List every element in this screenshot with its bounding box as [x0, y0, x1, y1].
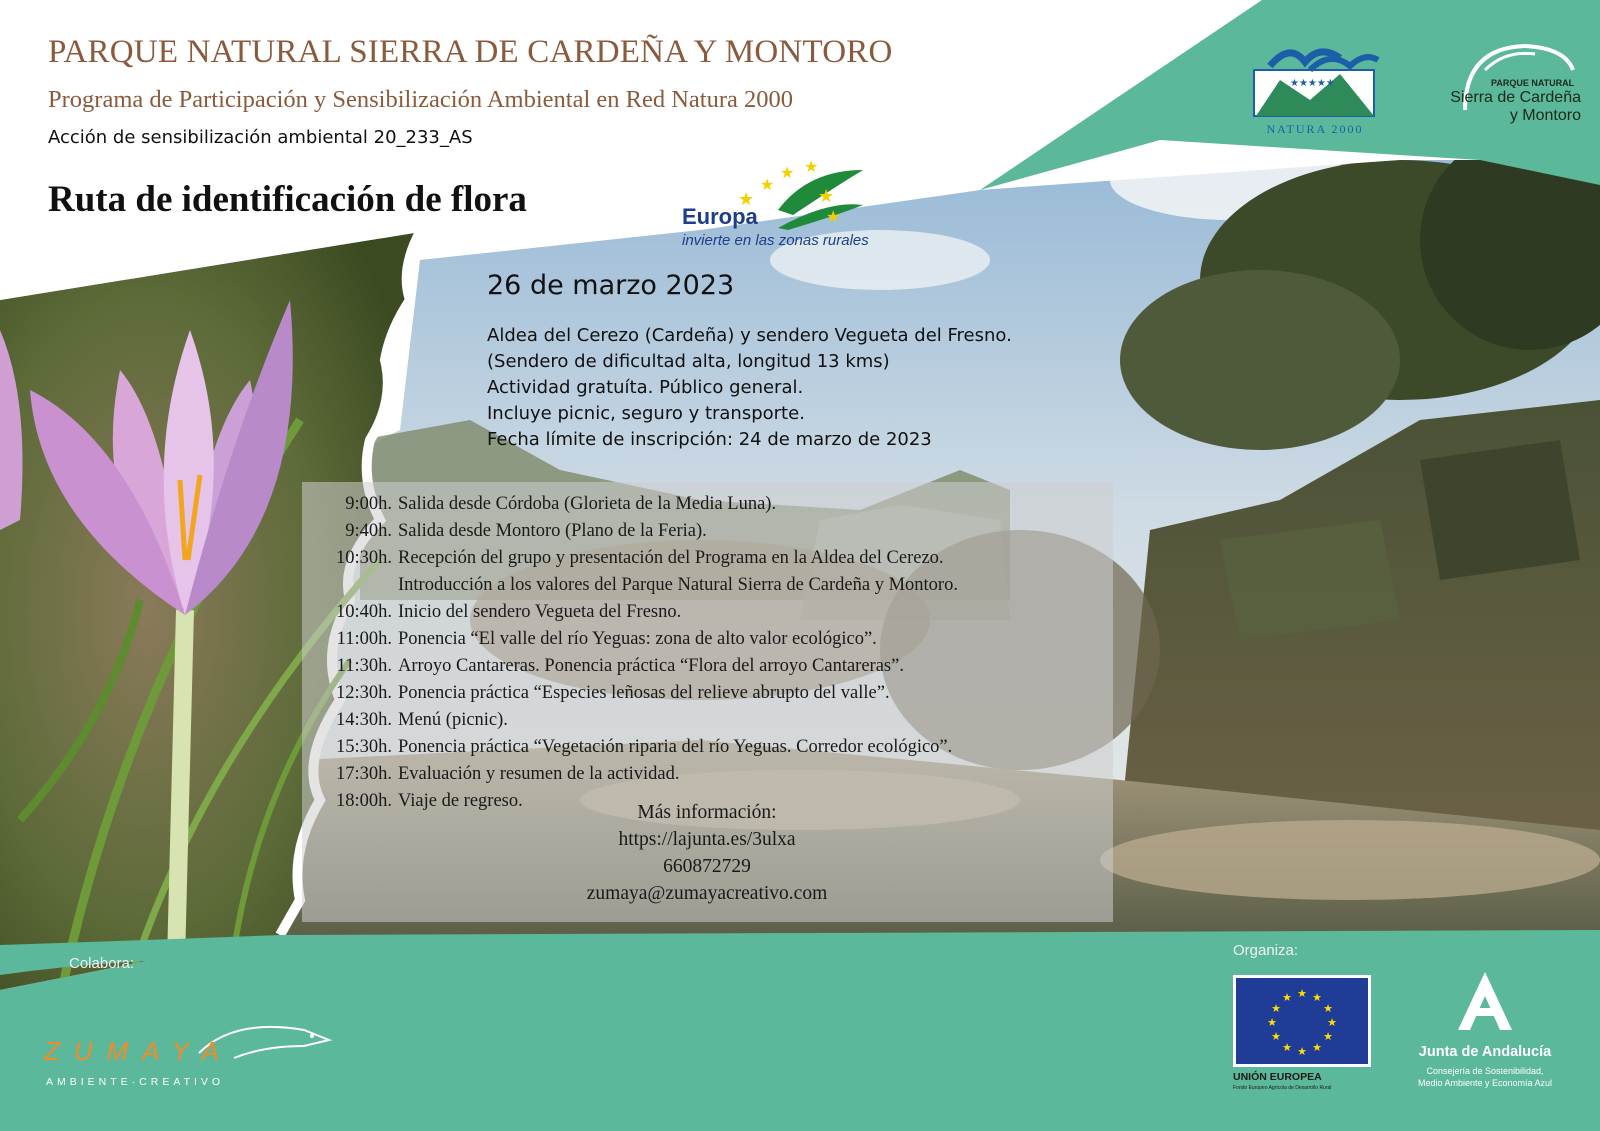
- junta-logo: [1400, 968, 1580, 1098]
- schedule-time: 15:30h.: [335, 737, 392, 757]
- park-logo-line3: y Montoro: [1509, 107, 1581, 124]
- schedule-text: Inicio del sendero Vegueta del Fresno.: [398, 602, 682, 622]
- svg-text:★: ★: [826, 207, 841, 226]
- svg-text:★: ★: [1323, 1002, 1333, 1015]
- schedule-text: Introducción a los valores del Parque Natural Sierra de Cardeña y Montoro.: [398, 575, 958, 595]
- svg-text:★: ★: [738, 189, 755, 210]
- europa-word: Europa: [682, 204, 758, 229]
- schedule-text: Menú (picnic).: [398, 710, 508, 730]
- schedule-time: 14:30h.: [335, 710, 392, 730]
- svg-text:★: ★: [1323, 1030, 1333, 1043]
- schedule-text: Arroyo Cantareras. Ponencia práctica “Flora del arroyo Cantareras”.: [398, 656, 904, 676]
- event-info-deadline: Fecha límite de inscripción: 24 de marzo de 2023: [487, 429, 932, 450]
- eu-flag-label: UNIÓN EUROPEA: [1233, 1071, 1322, 1083]
- program-subtitle: Programa de Participación y Sensibilización Ambiental en Red Natura 2000: [48, 86, 794, 113]
- svg-text:★: ★: [1271, 1030, 1281, 1043]
- zumaya-sub: AMBIENTE·CREATIVO: [46, 1076, 225, 1088]
- schedule-text: Salida desde Córdoba (Glorieta de la Media Luna).: [398, 494, 777, 514]
- park-logo-line1: PARQUE NATURAL: [1491, 78, 1575, 88]
- schedule-time: 10:30h.: [335, 548, 392, 568]
- park-logo-line2: Sierra de Cardeña: [1450, 89, 1581, 106]
- schedule-text: Ponencia “El valle del río Yeguas: zona de alto valor ecológico”.: [398, 629, 877, 649]
- svg-text:★: ★: [780, 163, 795, 182]
- schedule-text: Ponencia práctica “Especies leñosas del relieve abrupto del valle”.: [398, 683, 890, 703]
- svg-text:★: ★: [760, 175, 775, 194]
- svg-text:★: ★: [1282, 991, 1292, 1004]
- more-info-url[interactable]: https://lajunta.es/3ulxa: [618, 829, 796, 850]
- svg-text:★: ★: [1271, 1002, 1281, 1015]
- schedule-time: 11:30h.: [336, 656, 392, 676]
- more-info-heading: Más información:: [637, 802, 777, 823]
- organiza-label: Organiza:: [1233, 942, 1299, 959]
- birds-stars-icon: [1250, 40, 1380, 118]
- svg-text:★: ★: [1297, 1045, 1307, 1058]
- junta-line2: Medio Ambiente y Economía Azul: [1417, 1078, 1553, 1088]
- schedule-time: 12:30h.: [335, 683, 392, 703]
- schedule-text: Evaluación y resumen de la actividad.: [398, 764, 680, 784]
- svg-text:★: ★: [1312, 1041, 1322, 1054]
- natura2000-logo: [1250, 40, 1380, 136]
- park-title: PARQUE NATURAL SIERRA DE CARDEÑA Y MONTORO: [48, 34, 893, 70]
- route-title: Ruta de identificación de flora: [48, 179, 527, 220]
- svg-text:★: ★: [804, 160, 819, 176]
- junta-a-icon: [1450, 968, 1520, 1038]
- schedule-text: Recepción del grupo y presentación del Programa en la Aldea del Cerezo.: [398, 548, 944, 568]
- more-info-email[interactable]: zumaya@zumayacreativo.com: [586, 883, 828, 904]
- svg-text:★: ★: [1327, 1016, 1337, 1029]
- zumaya-logo: [44, 1018, 304, 1088]
- eu-flag-fine: Fondo Europeo Agrícola de Desarrollo Rural: [1233, 1085, 1332, 1091]
- eu-flag-icon: [1233, 975, 1371, 1067]
- park-logo: [1450, 40, 1585, 135]
- schedule-text: Ponencia práctica “Vegetación riparia del río Yeguas. Corredor ecológico”.: [398, 737, 953, 757]
- junta-name: Junta de Andalucía: [1418, 1044, 1552, 1060]
- schedule-text: Viaje de regreso.: [398, 791, 523, 811]
- europa-tagline: invierte en las zonas rurales: [682, 232, 869, 249]
- svg-text:★: ★: [1282, 1041, 1292, 1054]
- more-info-phone: 660872729: [663, 856, 751, 877]
- event-date: 26 de marzo 2023: [487, 270, 735, 301]
- europa-logo: [678, 160, 878, 260]
- colabora-label: Colabora:: [69, 955, 135, 972]
- svg-text:★: ★: [1297, 987, 1307, 1000]
- natura2000-text: NATURA 2000: [1266, 122, 1364, 136]
- svg-text:★: ★: [818, 186, 835, 207]
- svg-text:★: ★: [1267, 1016, 1277, 1029]
- event-info-location: Aldea del Cerezo (Cardeña) y sendero Vegueta del Fresno.: [487, 325, 1012, 346]
- event-info-price: Actividad gratuíta. Público general.: [487, 377, 804, 398]
- schedule-panel: [302, 482, 1113, 922]
- event-info-includes: Incluye picnic, seguro y transporte.: [487, 403, 805, 424]
- schedule-time: 18:00h.: [335, 791, 392, 811]
- action-code: Acción de sensibilización ambiental 20_233_AS: [48, 127, 473, 148]
- schedule-time: 17:30h.: [335, 764, 392, 784]
- schedule-time: 10:40h.: [335, 602, 392, 622]
- schedule-text: Salida desde Montoro (Plano de la Feria).: [398, 521, 707, 541]
- zumaya-name: ZUMAYA: [44, 1036, 233, 1066]
- junta-line1: Consejería de Sostenibilidad,: [1426, 1066, 1544, 1076]
- event-info-difficulty: (Sendero de dificultad alta, longitud 13 kms): [487, 351, 890, 372]
- schedule-time: 11:00h.: [336, 629, 392, 649]
- svg-text:★: ★: [1312, 991, 1322, 1004]
- svg-text:★★★★★: ★★★★★: [1290, 78, 1335, 89]
- schedule-time: 9:00h.: [345, 494, 392, 514]
- eu-flag-logo: [1233, 975, 1373, 1095]
- schedule-time: 9:40h.: [345, 521, 392, 541]
